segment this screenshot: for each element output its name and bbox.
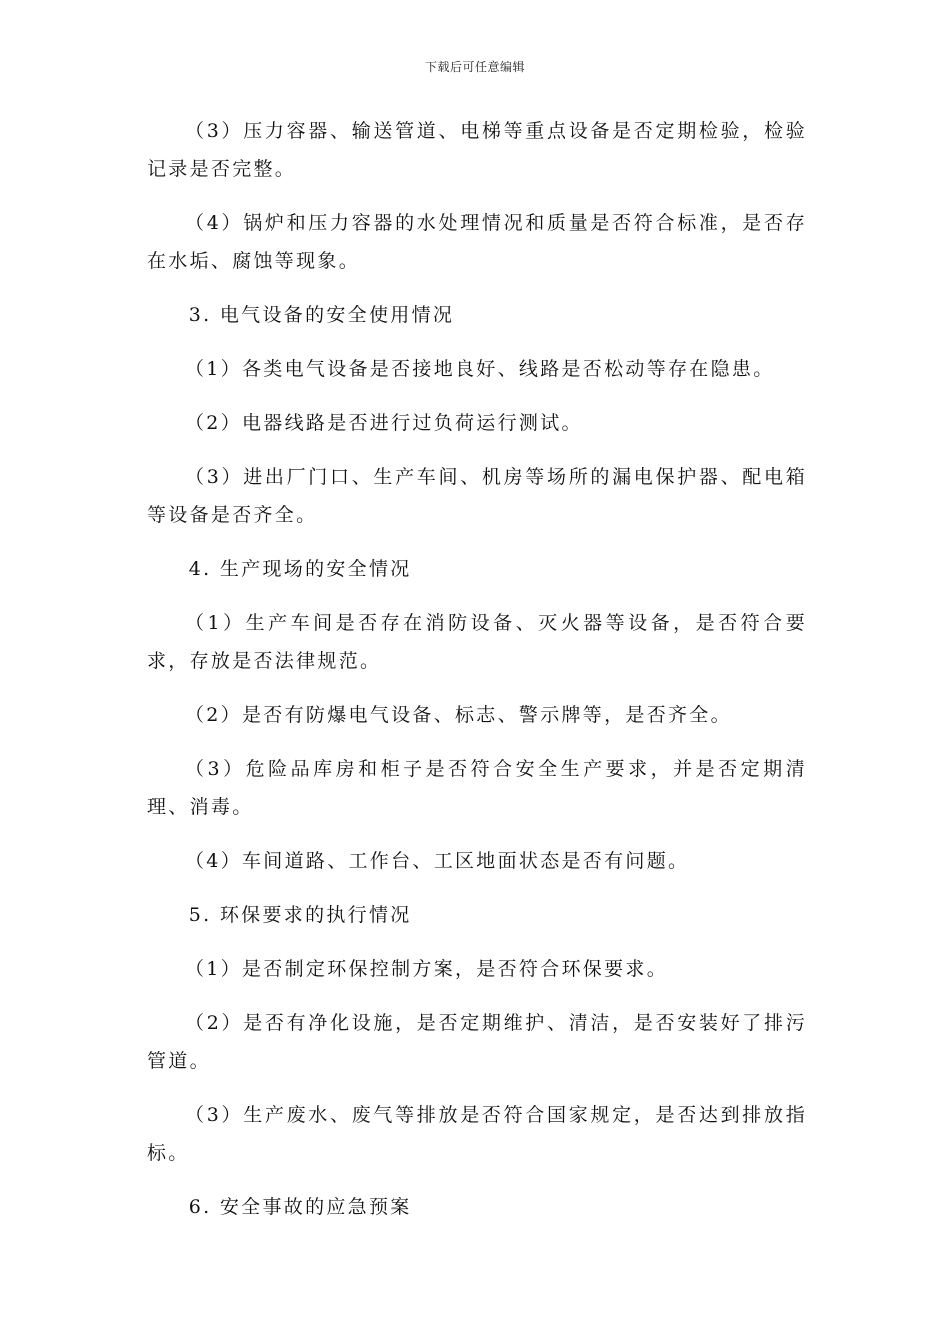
item-paragraph: （2）是否有防爆电气设备、标志、警示牌等，是否齐全。: [185, 704, 732, 726]
item-paragraph: （2）是否有净化设施，是否定期维护、清洁，是否安装好了排污管道。: [147, 1012, 807, 1072]
item-paragraph: （2）电器线路是否进行过负荷运行测试。: [185, 412, 583, 434]
item-paragraph: （1）是否制定环保控制方案，是否符合环保要求。: [185, 958, 668, 980]
item-paragraph: （4）车间道路、工作台、工区地面状态是否有问题。: [185, 850, 690, 872]
item-paragraph: （1）各类电气设备是否接地良好、线路是否松动等存在隐患。: [185, 358, 775, 380]
page-header: 下载后可任意编辑: [424, 60, 525, 74]
document-body: [147, 112, 807, 1242]
section-heading: 3. 电气设备的安全使用情况: [188, 304, 455, 326]
section-heading: 4. 生产现场的安全情况: [188, 558, 412, 580]
item-paragraph: （3）危险品库房和柜子是否符合安全生产要求，并是否定期清理、消毒。: [147, 758, 807, 818]
item-paragraph: （3）进出厂门口、生产车间、机房等场所的漏电保护器、配电箱等设备是否齐全。: [147, 466, 807, 526]
section-heading: 5. 环保要求的执行情况: [188, 904, 412, 926]
item-paragraph: （1）生产车间是否存在消防设备、灭火器等设备，是否符合要求，存放是否法律规范。: [147, 612, 807, 672]
item-paragraph: （4）锅炉和压力容器的水处理情况和质量是否符合标准，是否存在水垢、腐蚀等现象。: [147, 212, 807, 272]
item-paragraph: （3）压力容器、输送管道、电梯等重点设备是否定期检验，检验记录是否完整。: [147, 120, 807, 180]
section-heading: 6. 安全事故的应急预案: [188, 1196, 412, 1218]
item-paragraph: （3）生产废水、废气等排放是否符合国家规定，是否达到排放指标。: [147, 1104, 807, 1164]
